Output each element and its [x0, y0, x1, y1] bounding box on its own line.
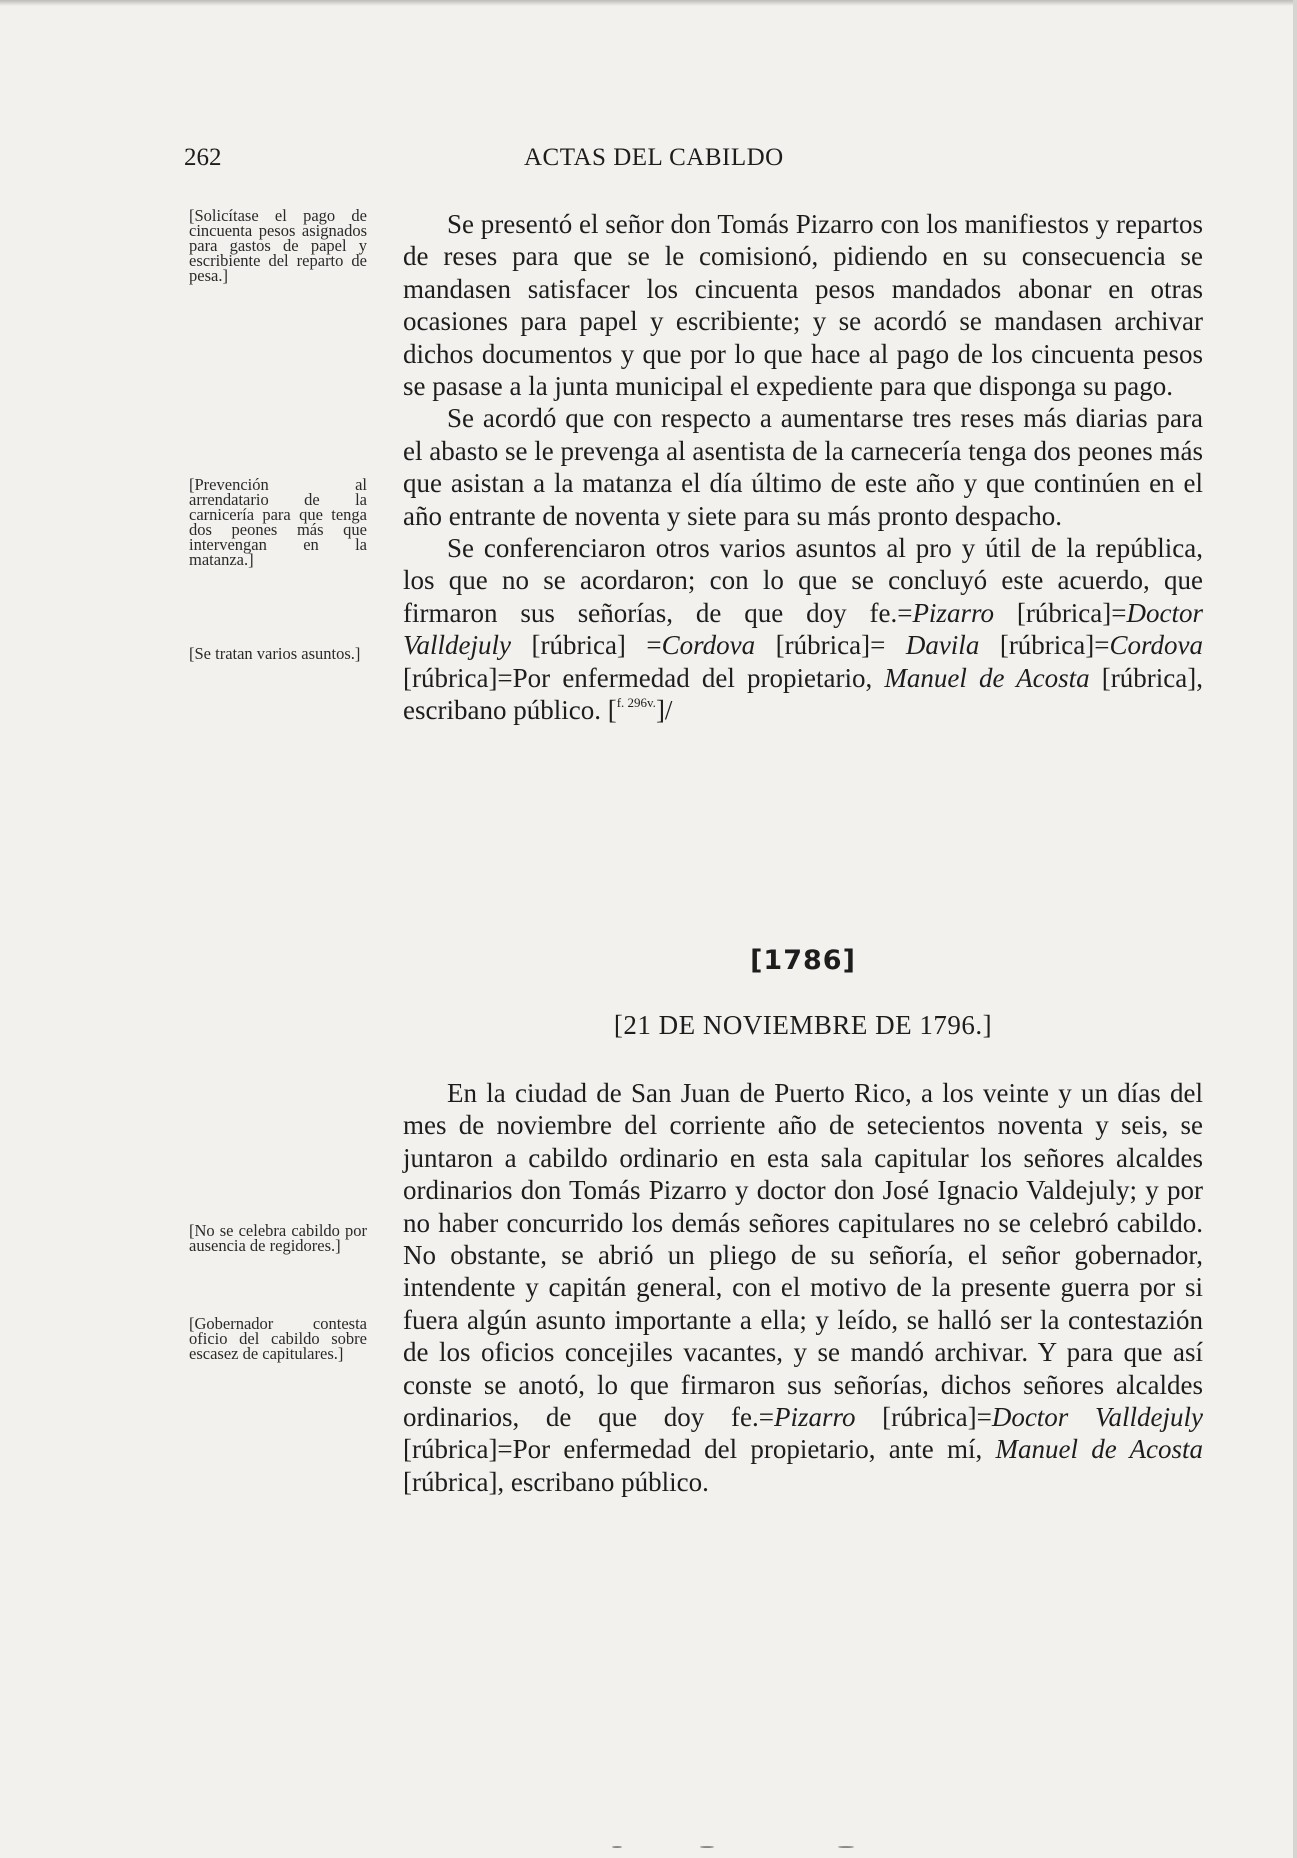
signature: Doctor Valldejuly: [403, 597, 1203, 661]
signature: Cordova: [661, 630, 756, 661]
scan-edge-right: [1293, 0, 1297, 1858]
scan-speck: [700, 1846, 714, 1848]
session-2-body: [403, 1077, 1203, 1498]
signature: Davila: [905, 630, 980, 661]
scan-edge: [0, 0, 1297, 6]
paragraph-closing: Se conferenciaron otros varios asuntos al pro y útil de la república, los que no se acordaron; con lo que se concluyó este acuerdo, que firmaron sus señorías, de que doy fe.=Pizarro [rúbrica]=Doctor Valldejuly [rúbrica] =Cordova [rúbrica]= Davila [rúbrica]=Cordova [rúbrica]=Por enfermedad del propietario, Manuel de Acosta [rúbrica], escribano público. [$^{f. 296v.}$]/: [403, 533, 1203, 726]
margin-note-butchery: [Prevención al arrendatario de la carnicería para que tenga dos peones más que intervengan en la matanza.]: [189, 475, 367, 569]
signature: Manuel de Acosta: [995, 1434, 1203, 1465]
page-number: 262: [184, 144, 222, 171]
margin-note-no-session: [No se celebra cabildo por ausencia de regidores.]: [189, 1221, 367, 1255]
scan-speck: [838, 1846, 854, 1848]
folio-mark: f. 296v.: [616, 695, 656, 711]
signature: Pizarro: [912, 597, 994, 628]
date-heading: [21 DE NOVIEMBRE DE 1796.]: [613, 1010, 993, 1040]
signature: Cordova: [1109, 630, 1203, 661]
signature: Doctor Valldejuly: [991, 1402, 1203, 1433]
paragraph: Se presentó el señor don Tomás Pizarro con los manifiestos y repartos de reses para que se le comisionó, pidiendo en su consecuencia se mandasen satisfacer los cincuenta pesos mandados abonar en otras ocasiones para papel y escribiente; y se acordó se mandasen archivar dichos documentos y que por lo que hace al pago de los cincuenta pesos se pasase a la junta municipal el expediente para que disponga su pago.: [403, 209, 1203, 402]
scan-speck: [612, 1846, 622, 1848]
paragraph: En la ciudad de San Juan de Puerto Rico, a los veinte y un días del mes de noviembre del corriente año de setecientos noventa y seis, se juntaron a cabildo ordinario en esta sala capitular los señores alcaldes ordinarios don Tomás Pizarro y doctor don José Ignacio Valdejuly; y por no haber concurrido los demás señores capitulares no se celebró cabildo. No obstante, se abrió un pliego de su señoría, el señor gobernador, intendente y capitán general, con el motivo de la presente guerra por si fuera algún asunto importante a ella; y leído, se halló ser la contestazión de los oficios concejiles vacantes, y se mandó archivar. Y para que así conste se anotó, lo que firmaron sus señorías, dichos señores alcaldes ordinarios, de que doy fe.=Pizarro [rúbrica]=Doctor Valldejuly [rúbrica]=Por enfermedad del propietario, ante mí, Manuel de Acosta [rúbrica], escribano público.: [403, 1078, 1203, 1497]
signature: Pizarro: [773, 1402, 856, 1433]
margin-note-governor: [Gobernador contesta oficio del cabildo sobre escasez de capitulares.]: [189, 1314, 367, 1363]
year-heading: [1786]: [750, 945, 856, 976]
margin-note-various: [Se tratan varios asuntos.]: [189, 644, 361, 663]
signature: Manuel de Acosta: [884, 662, 1090, 693]
margin-note-payment: [Solicítase el pago de cincuenta pesos asignados para gastos de papel y escribiente del reparto de pesa.]: [189, 206, 367, 285]
paragraph: Se acordó que con respecto a aumentarse tres reses más diarias para el abasto se le prevenga al asentista de la carnecería tenga dos peones más que asistan a la matanza el día último de este año y que continúen en el año entrante de noventa y siete para su más pronto despacho.: [403, 403, 1203, 531]
session-1-body: [403, 208, 1203, 727]
running-title: ACTAS DEL CABILDO: [524, 144, 784, 171]
